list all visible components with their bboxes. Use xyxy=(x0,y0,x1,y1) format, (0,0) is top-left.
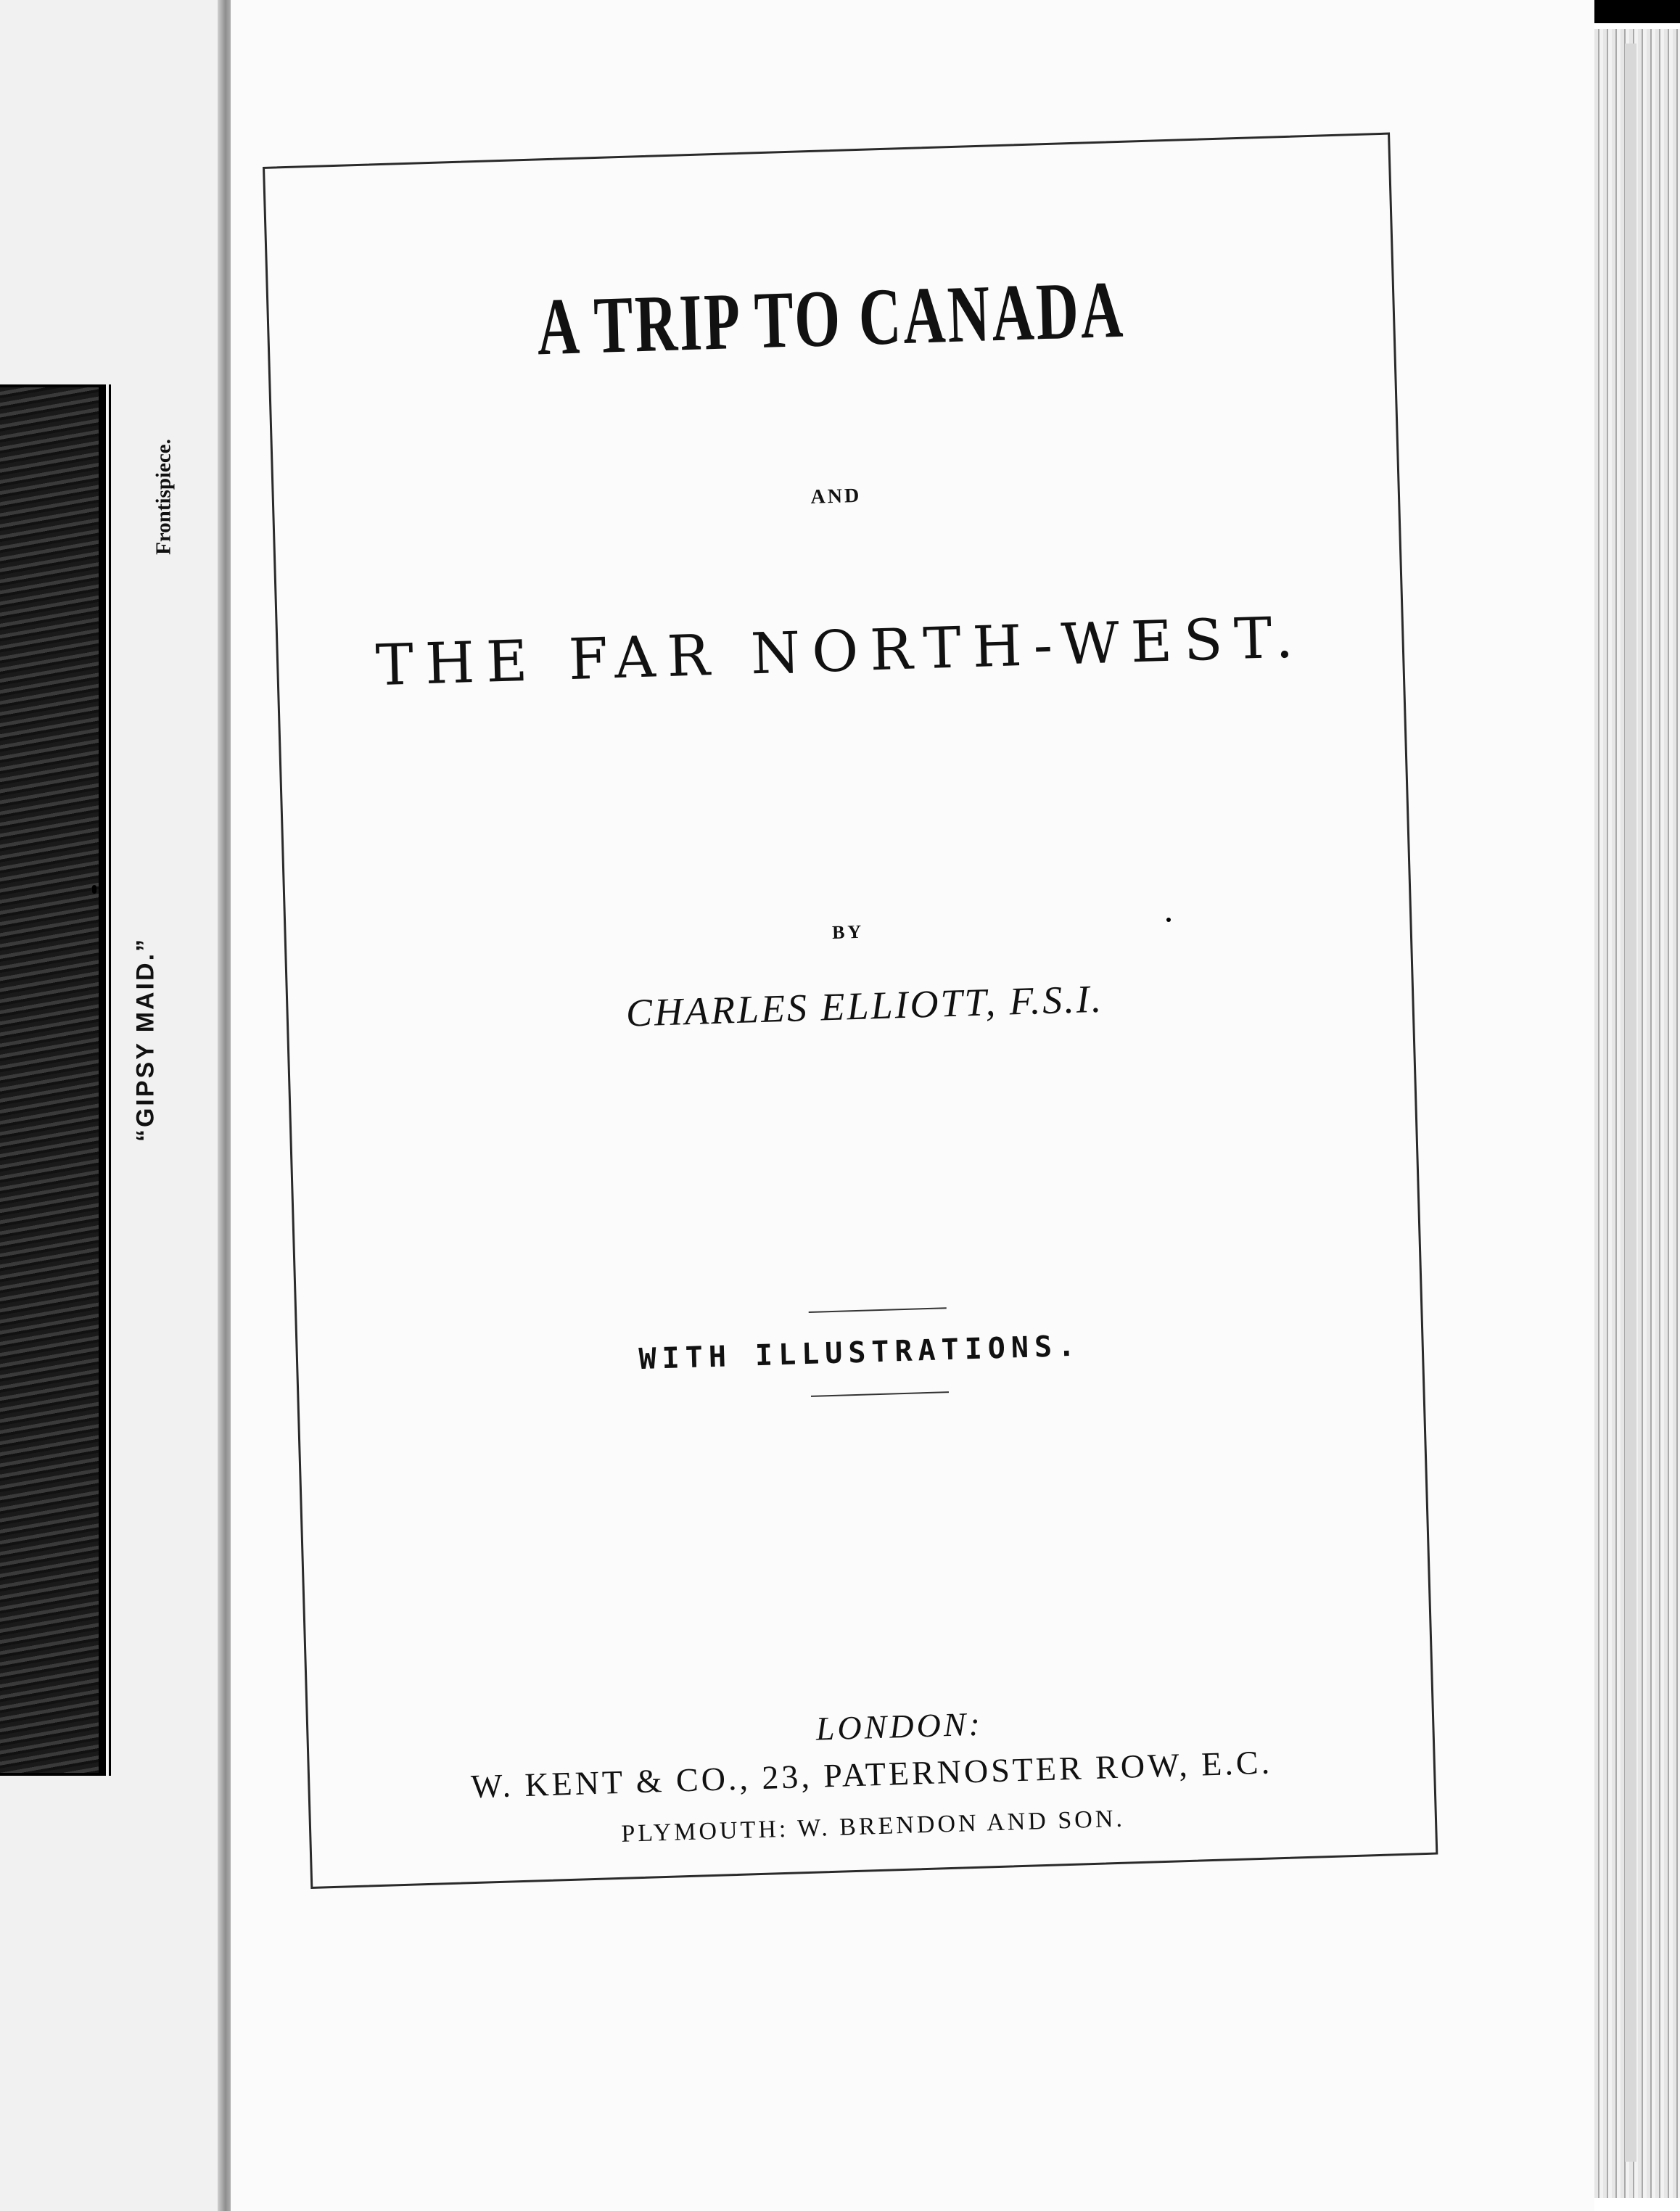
frontispiece-caption: “GIPSY MAID.” xyxy=(131,936,160,1142)
title-page-border xyxy=(263,133,1438,1889)
page-stack-edge xyxy=(1594,29,1680,2198)
publisher-line: W. KENT & CO., 23, PATERNOSTER ROW, E.C. xyxy=(470,1743,1273,1806)
author-name: CHARLES ELLIOTT, F.S.I. xyxy=(625,976,1104,1035)
frontispiece-label: Frontispiece. xyxy=(152,439,176,555)
title-conjunction: AND xyxy=(810,484,862,509)
frontispiece-page xyxy=(0,0,226,2211)
page-speck xyxy=(92,885,96,894)
illustrations-note: WITH ILLUSTRATIONS. xyxy=(638,1329,1082,1377)
rule-top xyxy=(809,1307,947,1313)
title-line-2: THE FAR NORTH-WEST. xyxy=(374,605,1306,699)
byline-by: BY xyxy=(831,921,865,944)
page-stack-shadow xyxy=(1625,44,1636,2162)
rule-bottom xyxy=(811,1391,949,1397)
printer-line: PLYMOUTH: W. BRENDON AND SON. xyxy=(620,1805,1126,1848)
page-speck xyxy=(1166,918,1171,922)
frontispiece-photo xyxy=(0,384,102,1776)
title-line-1: A TRIP TO CANADA xyxy=(535,264,1127,373)
imprint-city: LONDON: xyxy=(815,1705,984,1747)
